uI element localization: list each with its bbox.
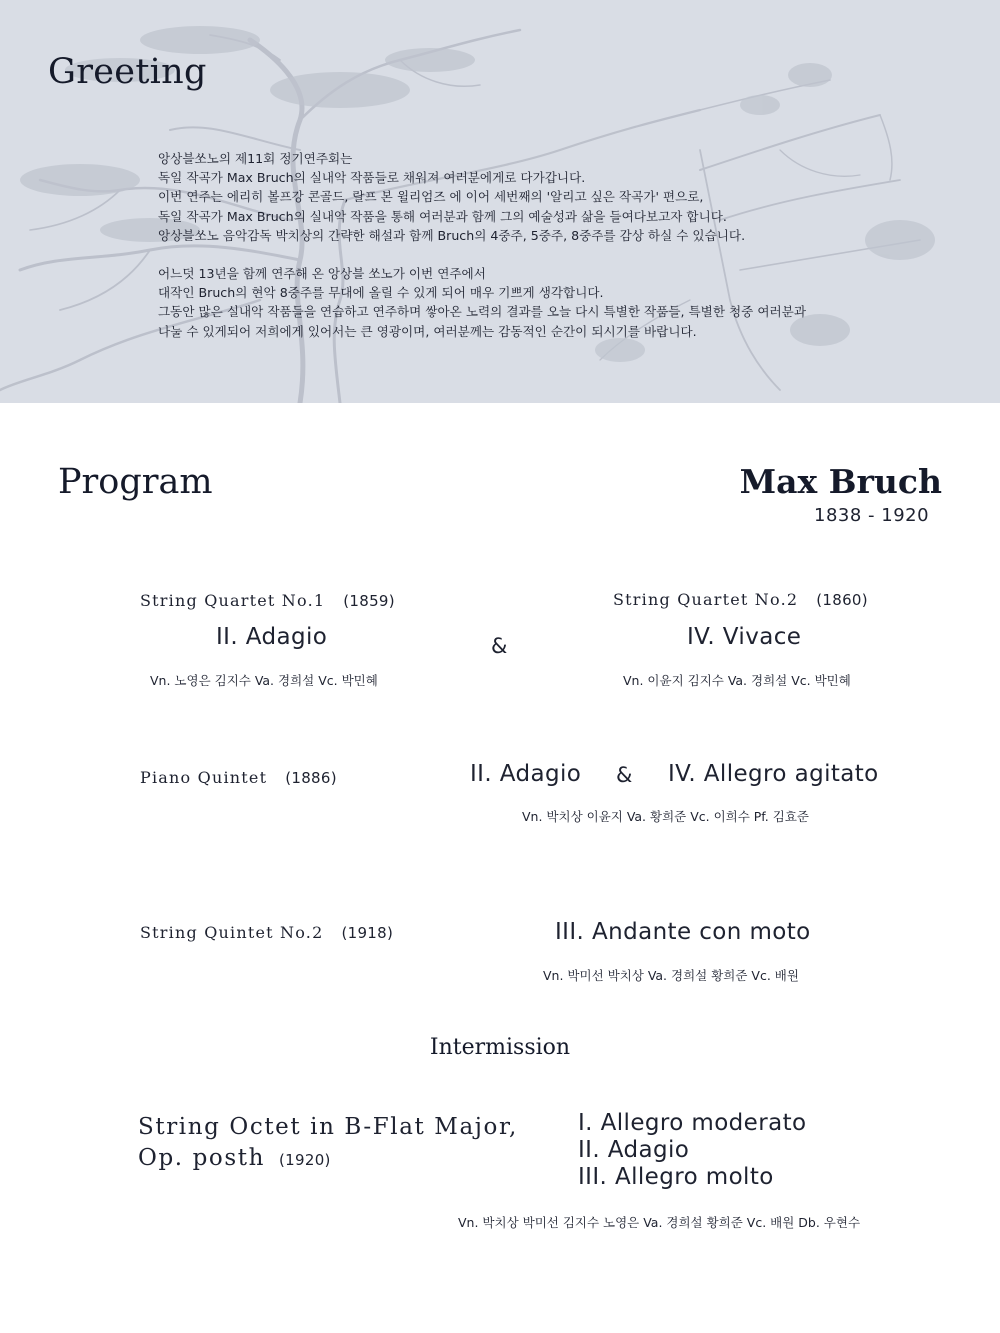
work-title-string-quintet (140, 923, 393, 942)
performers-piano-quintet: Vn. 박치상 이윤지 Va. 황희준 Vc. 이희수 Pf. 김효준 (522, 809, 809, 824)
octet-title-line-1: String Octet in B-Flat Major, (138, 1114, 518, 1140)
movement-piano-quintet-2: IV. Allegro agitato (668, 761, 879, 787)
greeting-line: 어느덧 13년을 함께 연주해 온 앙상블 쏘노가 이번 연주에서 (158, 266, 486, 282)
work-title-octet (138, 1112, 518, 1176)
movement-string-quintet: III. Andante con moto (555, 919, 811, 945)
performers-quartet-1: Vn. 노영은 김지수 Va. 경희설 Vc. 박민혜 (150, 673, 378, 688)
work-year: (1859) (343, 592, 395, 610)
greeting-line: 대작인 Bruch의 현악 8중주를 무대에 올릴 수 있게 되어 매우 기쁘게 생각합니다. (158, 285, 604, 301)
work-title-piano-quintet (140, 768, 337, 787)
greeting-paragraph-1 (158, 149, 958, 245)
greeting-line: 나눌 수 있게되어 저희에게 있어서는 큰 영광이며, 여러분께는 감동적인 순간이 되시기를 바랍니다. (158, 323, 697, 339)
ampersand: & (491, 634, 508, 658)
greeting-title: Greeting (48, 52, 207, 92)
work-name: Piano Quintet (140, 768, 268, 787)
work-name: String Quintet No.2 (140, 923, 324, 942)
greeting-line: 앙상블쏘노의 제11회 정기연주회는 (158, 151, 353, 166)
greeting-section (0, 0, 1000, 403)
work-year: (1886) (285, 769, 337, 787)
ampersand: & (616, 763, 633, 787)
program-title: Program (58, 462, 213, 502)
greeting-line: 그동안 많은 실내악 작품들을 연습하고 연주하며 쌓아온 노력의 결과를 오늘 다시 특별한 작품들, 특별한 청중 여러분과 (158, 304, 806, 320)
work-year: (1918) (341, 924, 394, 942)
movement-quartet-1: II. Adagio (216, 624, 328, 650)
work-name: String Quartet No.2 (613, 590, 799, 609)
greeting-line: 독일 작곡가 Max Bruch의 실내악 작품들로 채워져 여러분에게로 다가갑니다. (158, 170, 586, 186)
work-name: String Quartet No.1 (140, 591, 326, 610)
greeting-line: 이번 연주는 에리히 볼프강 콘골드, 랄프 본 윌리엄즈 에 이어 세번째의 '알리고 싶은 작곡가' 편으로, (158, 189, 704, 205)
octet-movement-1: I. Allegro moderato (578, 1110, 807, 1136)
movement-quartet-2: IV. Vivace (687, 624, 802, 650)
movement-piano-quintet-1: II. Adagio (470, 761, 582, 787)
work-year: (1860) (816, 591, 868, 609)
greeting-paragraph-2 (158, 264, 958, 341)
composer-years: 1838 - 1920 (814, 505, 930, 526)
composer-name: Max Bruch (739, 462, 942, 501)
intermission-label: Intermission (429, 1035, 571, 1060)
work-title-quartet-1 (140, 591, 395, 610)
octet-movement-2: II. Adagio (578, 1137, 690, 1163)
greeting-line: 독일 작곡가 Max Bruch의 실내악 작품을 통해 여러분과 함께 그의 예술성과 삶을 들여다보고자 합니다. (158, 208, 727, 224)
performers-octet: Vn. 박치상 박미선 김지수 노영은 Va. 경희설 황희준 Vc. 배원 Db. 우현수 (458, 1215, 861, 1230)
octet-movement-3: III. Allegro molto (578, 1164, 774, 1190)
work-title-quartet-2 (613, 590, 868, 609)
performers-string-quintet: Vn. 박미선 박치상 Va. 경희설 황희준 Vc. 배원 (543, 968, 799, 983)
work-year: (1920) (279, 1151, 331, 1169)
octet-title-line-2: Op. posth (138, 1145, 266, 1171)
performers-quartet-2: Vn. 이윤지 김지수 Va. 경희설 Vc. 박민혜 (623, 673, 851, 688)
greeting-line: 앙상블쏘노 음악감독 박치상의 간략한 해설과 함께 Bruch의 4중주, 5중주, 8중주를 감상 하실 수 있습니다. (158, 227, 746, 243)
octet-movements (578, 1110, 806, 1191)
greeting-message (158, 149, 958, 360)
